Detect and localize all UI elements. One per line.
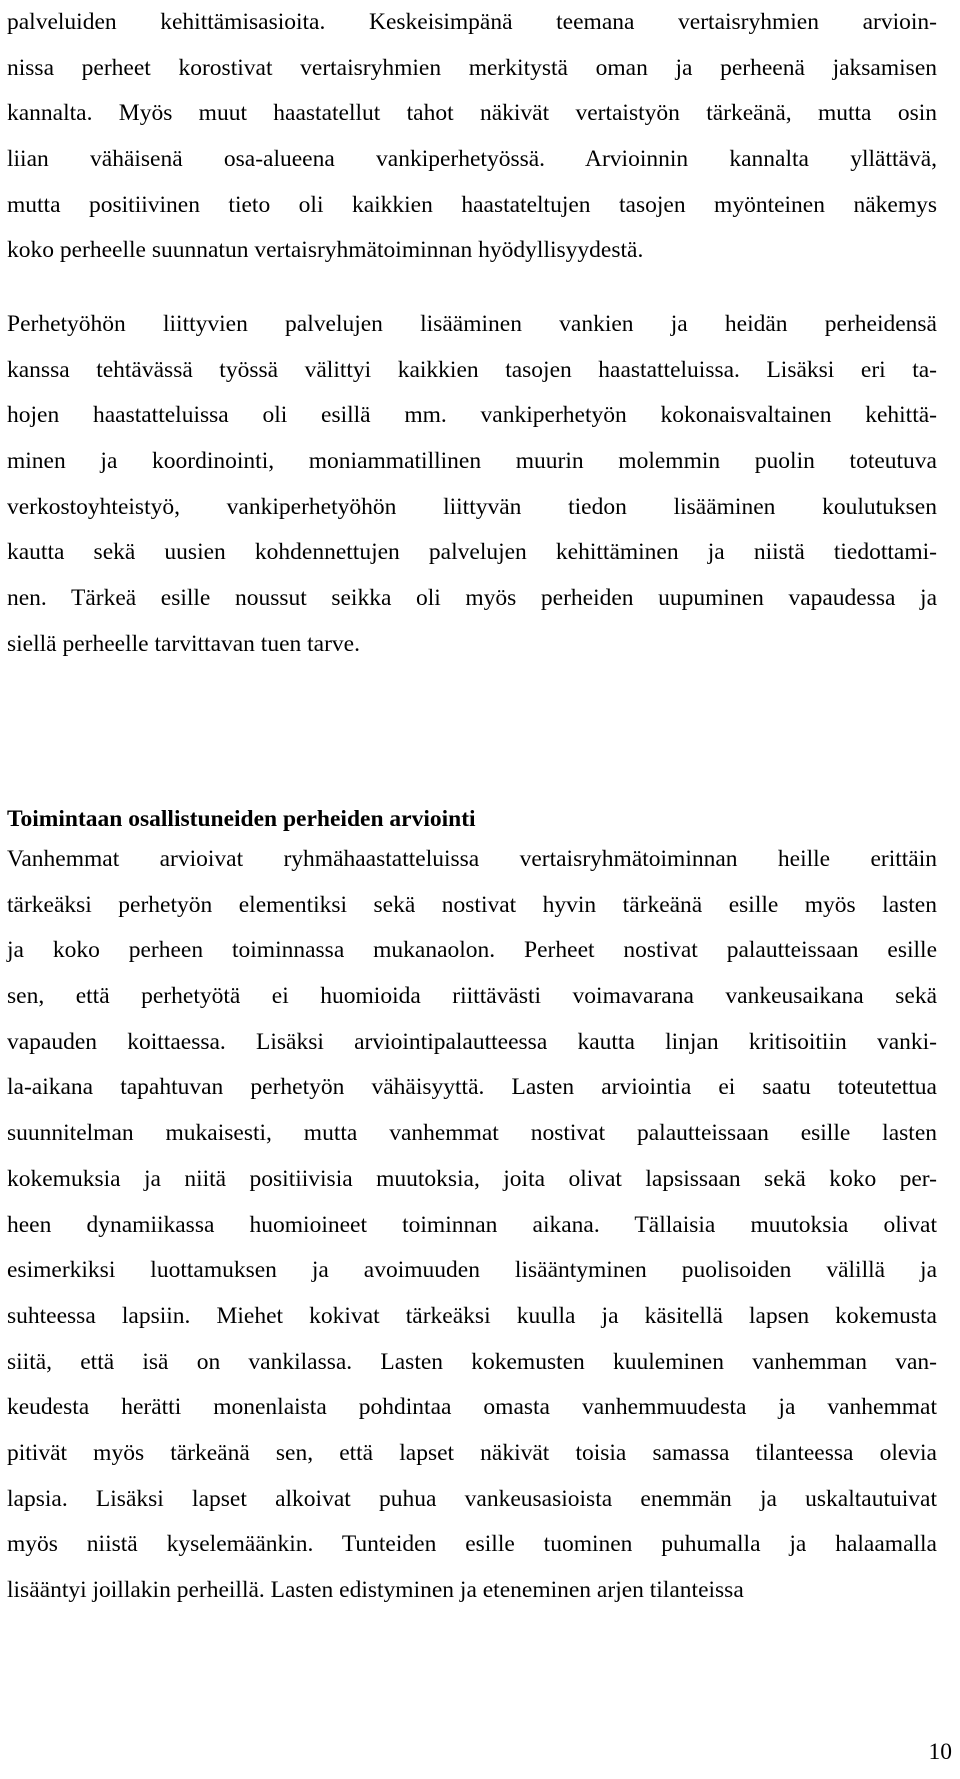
text-line: suunnitelman mukaisesti, mutta vanhemmat nostivat palautteissaan esille lasten bbox=[7, 1120, 937, 1147]
text-line: palveluiden kehittämisasioita. Keskeisimpänä teemana vertaisryhmien arvioin- bbox=[7, 9, 937, 35]
text-line: pitivät myös tärkeänä sen, että lapset näkivät toisia samassa tilanteessa olevia bbox=[7, 1439, 937, 1466]
paragraph-perheiden-arviointi bbox=[7, 837, 937, 1614]
text-line: minen ja koordinointi, moniammatillinen muurin molemmin puolin toteutuva bbox=[7, 448, 937, 475]
paragraph-perhetyon-palvelut bbox=[7, 302, 937, 668]
text-line: heen dynamiikassa huomioineet toiminnan aikana. Tällaisia muutoksia olivat bbox=[7, 1211, 937, 1238]
text-line: kanssa tehtävässä työssä välittyi kaikkien tasojen haastatteluissa. Lisäksi eri ta- bbox=[7, 356, 937, 383]
text-line: hojen haastatteluissa oli esillä mm. vankiperhetyön kokonaisvaltainen kehittä- bbox=[7, 402, 937, 429]
text-line: kokemuksia ja niitä positiivisia muutoksia, joita olivat lapsissaan sekä koko per- bbox=[7, 1165, 937, 1192]
text-line: verkostoyhteistyö, vankiperhetyöhön liittyvän tiedon lisääminen koulutuksen bbox=[7, 493, 937, 520]
text-line: vapauden koittaessa. Lisäksi arviointipalautteessa kautta linjan kritisoitiin vanki- bbox=[7, 1028, 937, 1055]
text-line: suhteessa lapsiin. Miehet kokivat tärkeäksi kuulla ja käsitellä lapsen kokemusta bbox=[7, 1302, 937, 1329]
section-heading: Toimintaan osallistuneiden perheiden arviointi bbox=[7, 806, 476, 832]
paragraph-vertaisryhmat bbox=[7, 0, 937, 274]
text-line: koko perheelle suunnatun vertaisryhmätoiminnan hyödyllisyydestä. bbox=[7, 237, 644, 264]
text-line: kannalta. Myös muut haastatellut tahot näkivät vertaistyön tärkeänä, mutta osin bbox=[7, 100, 937, 127]
text-line: siellä perheelle tarvittavan tuen tarve. bbox=[7, 630, 360, 657]
text-line: Perhetyöhön liittyvien palvelujen lisääminen vankien ja heidän perheidensä bbox=[7, 311, 937, 337]
text-line: lisääntyi joillakin perheillä. Lasten edistyminen ja eteneminen arjen tilanteissa bbox=[7, 1577, 744, 1603]
text-line: nissa perheet korostivat vertaisryhmien merkitystä oman ja perheenä jaksamisen bbox=[7, 54, 937, 81]
text-line: siitä, että isä on vankilassa. Lasten kokemusten kuuleminen vanhemman van- bbox=[7, 1348, 937, 1375]
text-line: esimerkiksi luottamuksen ja avoimuuden lisääntyminen puolisoiden välillä ja bbox=[7, 1257, 937, 1284]
text-line: kautta sekä uusien kohdennettujen palvelujen kehittäminen ja niistä tiedottami- bbox=[7, 539, 937, 566]
text-line: tärkeäksi perhetyön elementiksi sekä nostivat hyvin tärkeänä esille myös lasten bbox=[7, 891, 937, 918]
text-line: keudesta herätti monenlaista pohdintaa omasta vanhemmuudesta ja vanhemmat bbox=[7, 1394, 937, 1421]
text-line: nen. Tärkeä esille noussut seikka oli myös perheiden uupuminen vapaudessa ja bbox=[7, 585, 937, 612]
text-line: ja koko perheen toiminnassa mukanaolon. Perheet nostivat palautteissaan esille bbox=[7, 937, 937, 964]
text-line: la-aikana tapahtuvan perhetyön vähäisyyttä. Lasten arviointia ei saatu toteutettua bbox=[7, 1074, 937, 1101]
text-line: myös niistä kyselemäänkin. Tunteiden esille tuominen puhumalla ja halaamalla bbox=[7, 1531, 937, 1558]
text-line: Vanhemmat arvioivat ryhmähaastatteluissa vertaisryhmätoiminnan heille erittäin bbox=[7, 846, 937, 872]
text-line: lapsia. Lisäksi lapset alkoivat puhua vankeusasioista enemmän ja uskaltautuivat bbox=[7, 1485, 937, 1512]
text-line: mutta positiivinen tieto oli kaikkien haastateltujen tasojen myönteinen näkemys bbox=[7, 191, 937, 218]
text-line: sen, että perhetyötä ei huomioida riittävästi voimavarana vankeusaikana sekä bbox=[7, 983, 937, 1010]
page-number: 10 bbox=[928, 1739, 952, 1765]
text-line: liian vähäisenä osa-alueena vankiperhetyössä. Arvioinnin kannalta yllättävä, bbox=[7, 146, 937, 173]
